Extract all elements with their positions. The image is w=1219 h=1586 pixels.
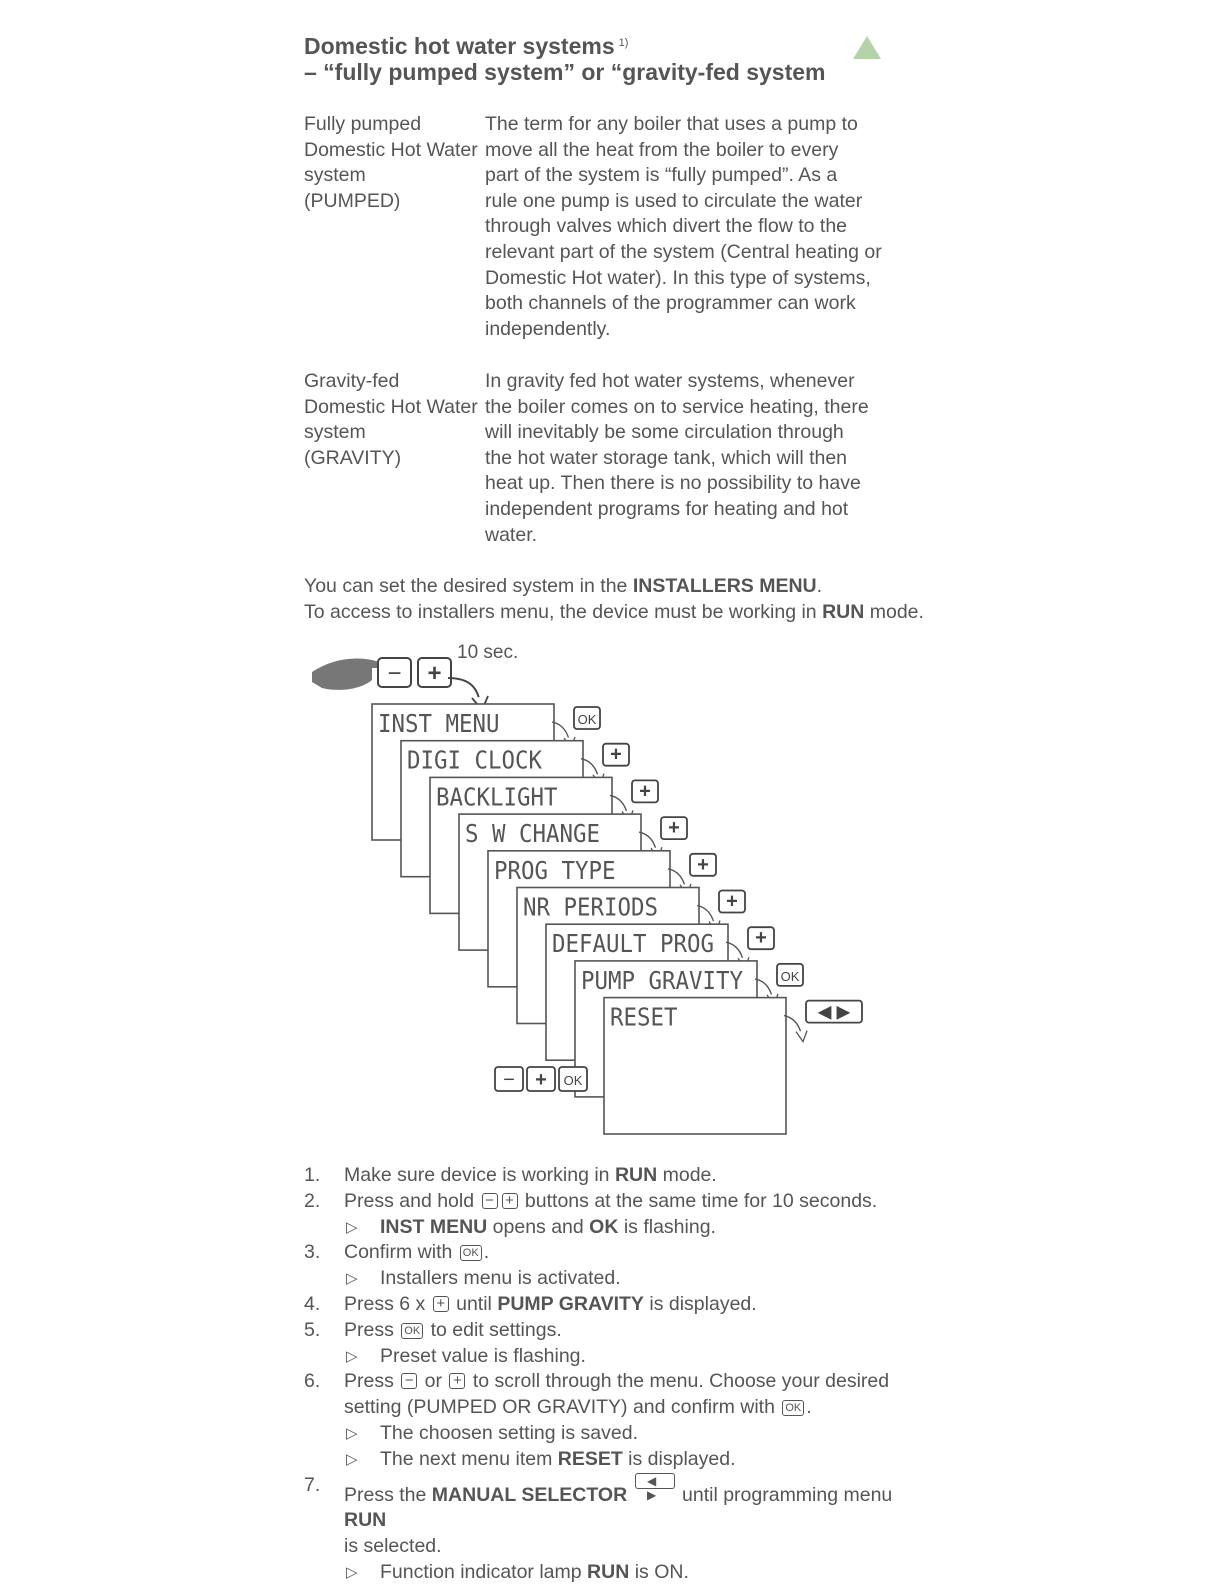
- footnote-marker: 1): [618, 37, 629, 49]
- ok-key-icon: OK: [782, 1400, 804, 1416]
- definition-term: Gravity-fed Domestic Hot Water system (GRAVITY): [304, 370, 478, 469]
- step-7-result: ▷ Function indicator lamp RUN is ON.: [346, 1560, 689, 1583]
- definition-description: In gravity fed hot water systems, whenever the boiler comes on to service heating, there will inevitably be some circulation through the hot water storage tank, which will then heat up. Then there is no possibility to have independent programs for heating and hot water.: [485, 370, 869, 546]
- step-2-result: ▷ INST MENU opens and OK is flashing.: [346, 1215, 716, 1238]
- svg-text:OK: OK: [780, 968, 800, 984]
- plus-key-icon: +: [433, 1296, 449, 1312]
- step-1: 1. Make sure device is working in RUN mode.: [304, 1164, 717, 1186]
- lcd-label: INST MENU: [378, 709, 500, 738]
- lcd-label: RESET: [610, 1002, 678, 1032]
- lcd-label: DIGI CLOCK: [407, 745, 542, 775]
- lcd-label: NR PERIODS: [523, 892, 658, 922]
- manual-selector-icon: ◀ ▶: [635, 1473, 675, 1489]
- bottom-ok-button: [559, 1067, 587, 1091]
- bottom-minus-button: [495, 1067, 523, 1091]
- bottom-plus-button: [527, 1067, 555, 1091]
- svg-text:−: −: [387, 660, 402, 687]
- svg-text:OK: OK: [577, 712, 597, 727]
- plus-key-icon: +: [449, 1373, 465, 1389]
- svg-text:+: +: [639, 780, 651, 803]
- lcd-screen: [604, 998, 862, 1134]
- step-6-result-2: ▷ The next menu item RESET is displayed.: [346, 1447, 736, 1470]
- svg-text:−: −: [503, 1069, 515, 1091]
- ok-key-icon: OK: [460, 1245, 482, 1261]
- ok-key-icon: OK: [401, 1323, 423, 1339]
- svg-text:+: +: [726, 890, 738, 913]
- svg-text:◀ ▶: ◀ ▶: [817, 1001, 851, 1022]
- svg-text:+: +: [427, 660, 442, 687]
- instruction-steps: [304, 1163, 924, 1586]
- hold-minus-button: [378, 658, 411, 687]
- step-6-result-1: ▷ The choosen setting is saved.: [346, 1421, 638, 1444]
- step-3: 3. Confirm with OK .: [304, 1241, 490, 1264]
- lcd-label: BACKLIGHT: [436, 782, 558, 812]
- definition-description: The term for any boiler that uses a pump to move all the heat from the boiler to every part of the system is “fully pumped”. As a rule one pump is used to circulate the water through valves which divert the flow to the relevant part of the system (Central heating or Domestic Hot water). In this type of systems, both channels of the programmer can work independently.: [485, 113, 882, 340]
- step-5: 5. Press OK to edit settings.: [304, 1318, 562, 1341]
- plus-key-icon: +: [502, 1193, 518, 1209]
- step-5-result: ▷ Preset value is flashing.: [346, 1344, 586, 1367]
- svg-text:OK: OK: [563, 1073, 583, 1088]
- screen-step-button: [784, 1001, 862, 1042]
- hold-duration-label: 10 sec.: [457, 642, 519, 663]
- step-6: 6. Press − or + to scroll through the menu. Choose your desired setting (PUMPED OR GRAVITY) and confirm with OK .: [304, 1370, 890, 1419]
- screen-stack: [372, 704, 862, 1134]
- svg-text:+: +: [668, 817, 680, 840]
- hold-plus-button: [418, 658, 451, 687]
- lcd-label: DEFAULT PROG: [552, 929, 714, 959]
- step-2: 2. Press and hold − + buttons at the same time for 10 seconds.: [304, 1189, 878, 1212]
- step-7: 7. Press the MANUAL SELECTOR ◀ ▶ until programming menu RUN is selected.: [304, 1473, 893, 1558]
- svg-text:+: +: [755, 927, 767, 950]
- svg-text:+: +: [697, 853, 709, 876]
- definition-term: Fully pumped Domestic Hot Water system (PUMPED): [304, 113, 478, 212]
- svg-text:+: +: [610, 743, 622, 766]
- step-3-result: ▷ Installers menu is activated.: [346, 1267, 621, 1290]
- lcd-label: PROG TYPE: [494, 855, 616, 885]
- minus-key-icon: −: [482, 1193, 498, 1209]
- title-line-1: Domestic hot water systems: [304, 33, 615, 59]
- svg-text:+: +: [535, 1069, 547, 1091]
- title-line-2: – “fully pumped system” or “gravity-fed system: [304, 59, 826, 85]
- step-4: 4. Press 6 x + until PUMP GRAVITY is displayed.: [304, 1292, 757, 1315]
- lcd-label: PUMP GRAVITY: [581, 965, 743, 995]
- minus-key-icon: −: [401, 1373, 417, 1389]
- lcd-label: S W CHANGE: [465, 819, 600, 849]
- intro-text: You can set the desired system in the INSTALLERS MENU. To access to installers menu, the device must be working in RUN mode.: [304, 575, 924, 623]
